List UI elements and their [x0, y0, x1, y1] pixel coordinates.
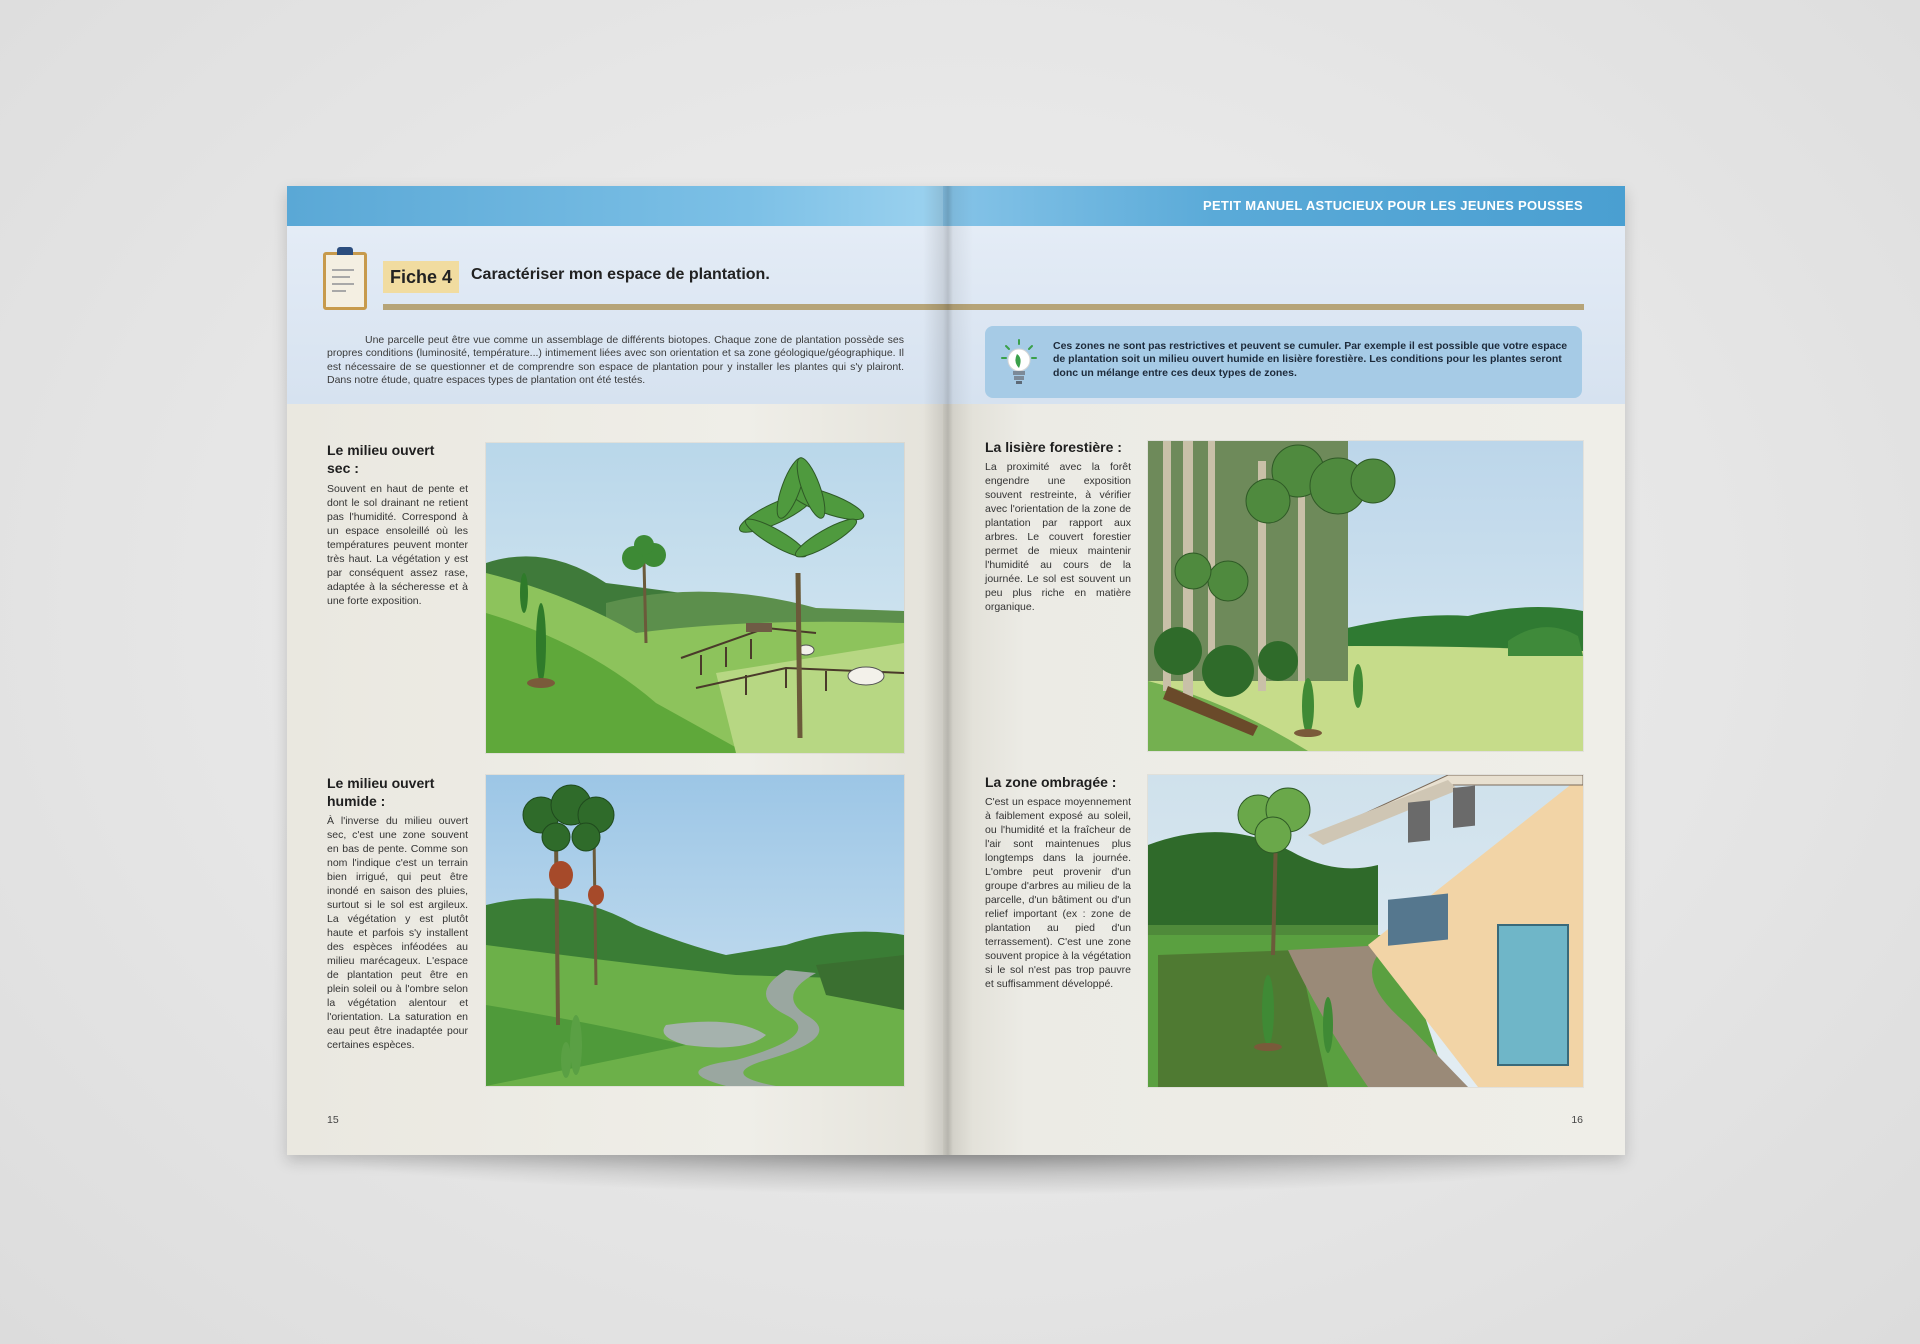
section-title-shade: La zone ombragée : — [985, 774, 1117, 790]
shaded-zone-illustration — [1148, 775, 1583, 1087]
section-title-wet: Le milieu ouvert humide : — [327, 775, 435, 809]
title-rule — [383, 304, 943, 310]
clipboard-icon — [323, 252, 367, 310]
tip-box — [985, 326, 1582, 398]
section-title-dry: Le milieu ouvert sec : — [327, 442, 435, 476]
page-number-right: 16 — [1571, 1114, 1583, 1126]
section-body-forest: La proximité avec la forêt engendre une exposition souvent restreinte, à vérifier avec l'orientation de la zone de plantation par rapport aux arbres. Le couvert forestier permet de mieux maintenir l'humidité au cours de la journée. Le sol est souvent un peu plus riche en matière organique. — [985, 461, 1131, 613]
top-color-band — [287, 186, 943, 226]
right-page — [943, 186, 1625, 1155]
lightbulb-icon — [1001, 338, 1037, 388]
tip-text: Ces zones ne sont pas restrictives et peuvent se cumuler. Par exemple il est possible que votre espace de plantation soit un milieu ouvert humide en lisière forestière. Les conditions pour les plantes seront donc un mélange entre ces deux types de zones. — [1053, 340, 1568, 379]
section-body-shade: C'est un espace moyennement à faiblement exposé au soleil, ou l'humidité et la fraîcheur de l'air sont maintenues plus longtemps dans la journée. L'ombre peut provenir d'un groupe d'arbres au milieu de la parcelle, d'un bâtiment ou d'un relief important (ex : zone de plantation au pied d'un terrassement). C'est une zone souvent propice à la végétation si le sol n'est pas trop pauvre et suffisamment développé. — [985, 796, 1131, 990]
fiche-title: Caractériser mon espace de plantation. — [471, 266, 770, 283]
dry-open-field-illustration — [486, 443, 904, 753]
left-page — [287, 186, 943, 1155]
fiche-badge: Fiche 4 — [383, 261, 459, 293]
manual-title: PETIT MANUEL ASTUCIEUX POUR LES JEUNES POUSSES — [1202, 198, 1583, 213]
section-body-dry: Souvent en haut de pente et dont le sol drainant ne retient pas l'humidité. Correspond à un espace ensoleillé où les températures peuvent monter très haut. La végétation y est par conséquent assez rase, adaptée à la sécheresse et à une forte exposition. — [327, 483, 468, 607]
intro-paragraph: Une parcelle peut être vue comme un assemblage de différents biotopes. Chaque zone de plantation possède ses propres conditions (luminosité, température...) intimement liées avec son orientation et sa zone géologique/géographique. Il est nécessaire de se questionner et de comprendre son espace de plantation pour y installer les plantes qui s'y plairont. Dans notre étude, quatre espaces types de plantation ont été testés. — [327, 334, 904, 387]
booklet-spread — [287, 186, 1625, 1155]
section-title-forest: La lisière forestière : — [985, 439, 1122, 455]
title-rule — [943, 304, 1584, 310]
wet-open-field-illustration — [486, 775, 904, 1086]
top-color-band — [943, 186, 1625, 226]
page-number-left: 15 — [327, 1114, 339, 1126]
section-body-wet: À l'inverse du milieu ouvert sec, c'est une zone souvent en bas de pente. Comme son nom l'indique c'est un terrain bien irrigué, qui peut être inondé en saison des pluies, surtout si le sol est argileux. La végétation y est plutôt haute et parfois s'y installent des espèces inféodées au milieu marécageux. L'espace de plantation peut être en plein soleil ou à l'ombre selon la végétation alentour et l'orientation. La saturation en eau peut être inadaptée pour certaines espèces. — [327, 815, 468, 1051]
forest-edge-illustration — [1148, 441, 1583, 751]
